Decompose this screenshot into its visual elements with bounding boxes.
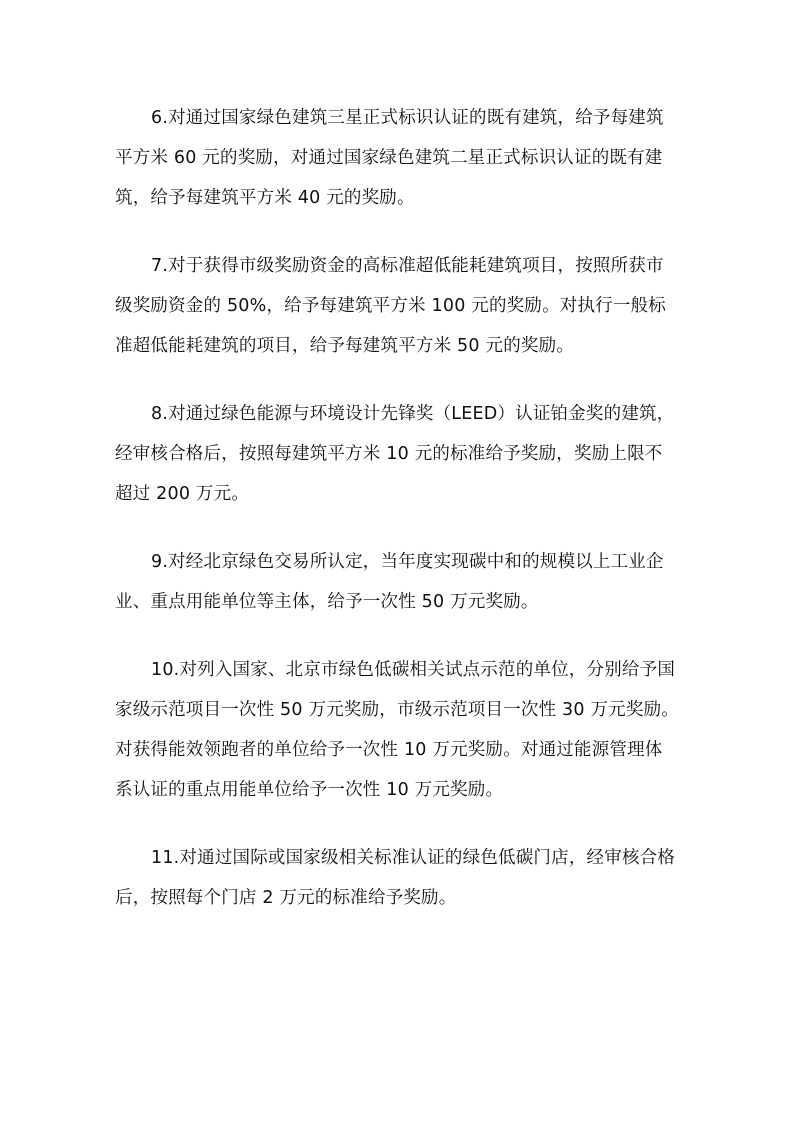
paragraph-8	[115, 394, 685, 514]
paragraph-line: 经审核合格后，按照每建筑平方米 10 元的标准给予奖励，奖励上限不	[115, 444, 663, 464]
document-body	[115, 98, 685, 946]
paragraph-line: 后，按照每个门店 2 万元的标准给予奖励。	[115, 888, 457, 908]
paragraph-7	[115, 246, 685, 366]
paragraph-line: 准超低能耗建筑的项目，给予每建筑平方米 50 元的奖励。	[115, 336, 574, 356]
paragraph-10	[115, 650, 685, 810]
paragraph-line: 超过 200 万元。	[115, 484, 250, 504]
paragraph-line: 业、重点用能单位等主体，给予一次性 50 万元奖励。	[115, 592, 539, 612]
paragraph-line: 8.对通过绿色能源与环境设计先锋奖（LEED）认证铂金奖的建筑，	[151, 404, 675, 424]
paragraph-line: 系认证的重点用能单位给予一次性 10 万元奖励。	[115, 780, 504, 800]
paragraph-line: 6.对通过国家绿色建筑三星正式标识认证的既有建筑，给予每建筑	[151, 108, 664, 128]
paragraph-9	[115, 542, 685, 622]
paragraph-line: 家级示范项目一次性 50 万元奖励，市级示范项目一次性 30 万元奖励。	[115, 700, 679, 720]
paragraph-line: 级奖励资金的 50%，给予每建筑平方米 100 元的奖励。对执行一般标	[115, 296, 666, 316]
paragraph-6	[115, 98, 685, 218]
paragraph-line: 平方米 60 元的奖励，对通过国家绿色建筑二星正式标识认证的既有建	[115, 148, 663, 168]
paragraph-11	[115, 838, 685, 918]
paragraph-line: 10.对列入国家、北京市绿色低碳相关试点示范的单位，分别给予国	[151, 660, 676, 680]
paragraph-line: 9.对经北京绿色交易所认定，当年度实现碳中和的规模以上工业企	[151, 552, 664, 572]
paragraph-line: 筑，给予每建筑平方米 40 元的奖励。	[115, 188, 415, 208]
paragraph-line: 7.对于获得市级奖励资金的高标准超低能耗建筑项目，按照所获市	[151, 256, 664, 276]
paragraph-line: 对获得能效领跑者的单位给予一次性 10 万元奖励。对通过能源管理体	[115, 740, 663, 760]
paragraph-line: 11.对通过国际或国家级相关标准认证的绿色低碳门店，经审核合格	[151, 848, 676, 868]
